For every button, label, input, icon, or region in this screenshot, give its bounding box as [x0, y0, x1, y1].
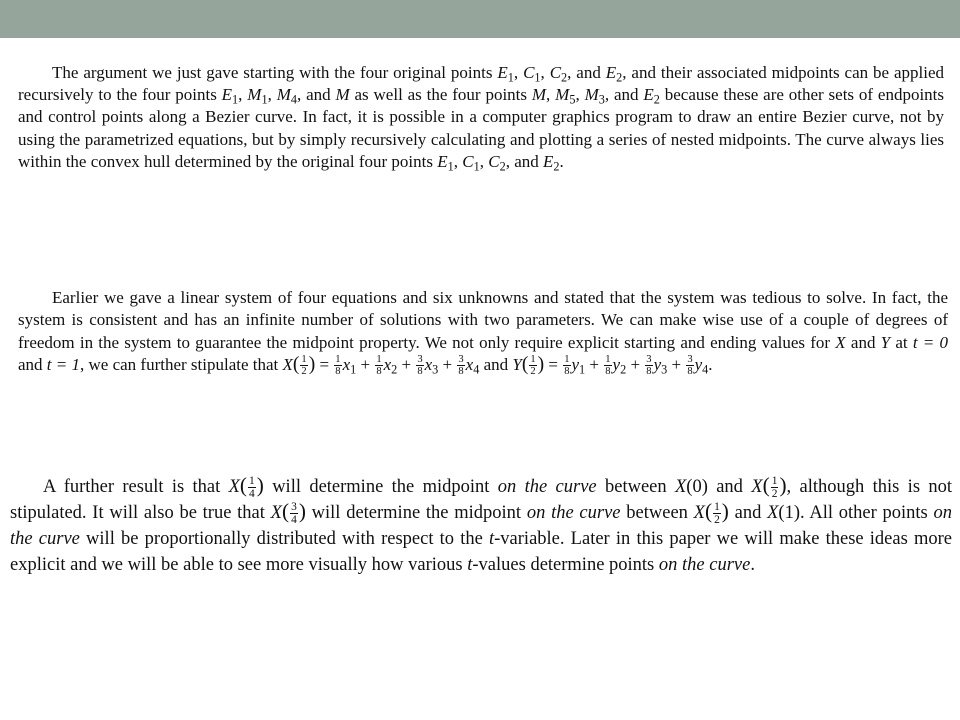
paragraph-further-result: A further result is that X( $\frac{1}{4}$ ) will determine the midpoint on the curve between X(0) and X( $\frac{1}{2}$ ), although this is not stipulated. It will also be true that X( $\frac{3}{4}$ ) will determine the midpoint on the curve between X( $\frac{1}{2}$ ) and X(1). All other points on the curve will be proportionally distributed with respect to the t-variable. Later in this paper we will make these ideas more explicit and we will be able to see more visually how various t-values determine points on the curve.: [10, 473, 953, 575]
paragraph-bezier-recursion: The argument we just gave starting with the four original points $E_1$, $C_1$, $C_2$, and $E_2$, and their associated midpoints can be applied recursively to the four points $E_1$, $M_1$, $M_4$, and M as well as the four points M, $M_5$, $M_3$, and $E_2$ because these are other sets of endpoints and control points along a Bezier curve. In fact, it is possible in a computer graphics program to draw an entire Bezier curve, not by using the parametrized equations, but by simply recursively calculating and plotting a series of nested midpoints. The curve always lies within the convex hull determined by the original four points $E_1$, $C_1$, $C_2$, and $E_2$.: [18, 63, 945, 174]
paragraph-linear-system: Earlier we gave a linear system of four equations and six unknowns and stated that the system was tedious to solve. In fact, the system is consistent and has an infinite number of solutions with two parameters. We can make wise use of a couple of degrees of freedom in the system to guarantee the midpoint property. We not only require explicit starting and ending values for X and Y at t = 0 and t = 1, we can further stipulate that X( $\frac{1}{2}$ ) = $\frac{1}{8}$ $x_1$ + $\frac{1}{8}$ $x_2$ + $\frac{3}{8}$ $x_3$ + $\frac{3}{8}$ $x_4$ and Y( $\frac{1}{2}$ ) = $\frac{1}{8}$ $y_1$ + $\frac{1}{8}$ $y_2$ + $\frac{3}{8}$ $y_3$ + $\frac{3}{8}$ $y_4$.: [18, 288, 948, 378]
midpoint-equation-x: X( $\frac{1}{2}$ ) = $\frac{1}{8}$ $x_1$ + $\frac{1}{8}$ $x_2$ + $\frac{3}{8}$ $x_3$ + $\frac{3}{8}$ $x_4$: [282, 353, 480, 378]
midpoint-equation-y: Y( $\frac{1}{2}$ ) = $\frac{1}{8}$ $y_1$ + $\frac{1}{8}$ $y_2$ + $\frac{3}{8}$ $y_3$ + $\frac{3}{8}$ $y_4$: [512, 353, 709, 378]
slide-header-bar: [0, 0, 960, 38]
